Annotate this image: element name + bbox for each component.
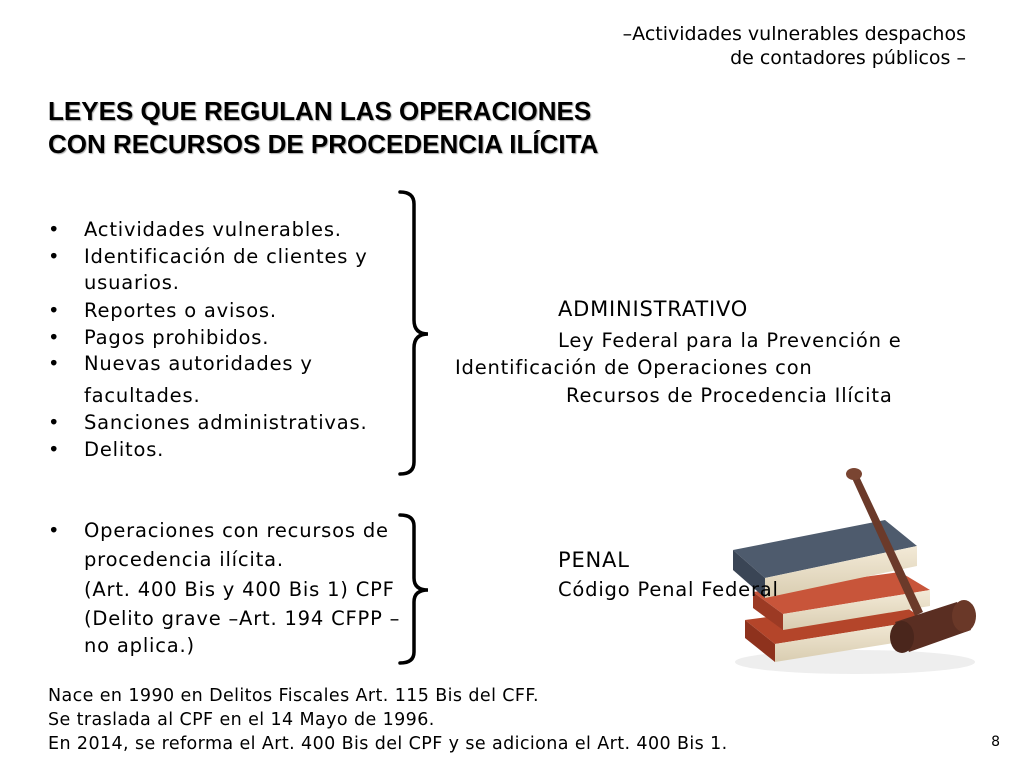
admin-topics-list	[48, 217, 368, 270]
admin-law-line2: Identificación de Operaciones con	[455, 356, 813, 379]
right-brace-icon	[396, 186, 436, 480]
page-number: 8	[991, 734, 1000, 750]
footer-notes	[48, 684, 728, 756]
penal-code: Código Penal Federal	[558, 578, 779, 601]
penal-topics-list	[48, 518, 389, 545]
admin-law-line1: Ley Federal para la Prevención e	[558, 329, 902, 352]
list-item: • Identificación de clientes y	[48, 244, 368, 271]
footer-note-line2: Se traslada al CPF en el 14 Mayo de 1996.	[48, 710, 435, 730]
header-subtitle-line1: –Actividades vulnerables despachos	[622, 23, 966, 45]
penal-line4: (Delito grave –Art. 194 CFPP –	[84, 607, 401, 630]
list-item: • Pagos prohibidos.	[48, 325, 313, 352]
list-item: • Reportes o avisos.	[48, 298, 313, 325]
list-item-continuation: usuarios.	[84, 271, 180, 294]
list-item: • Nuevas autoridades y	[48, 351, 313, 378]
list-item-continuation: facultades.	[84, 384, 201, 407]
admin-law-line3: Recursos de Procedencia Ilícita	[566, 384, 893, 407]
penal-line3: (Art. 400 Bis y 400 Bis 1) CPF	[84, 578, 395, 601]
page-title	[48, 95, 598, 161]
header-subtitle-line2: de contadores públicos –	[730, 47, 966, 69]
admin-topics-list-continued	[48, 298, 313, 378]
penal-line2: procedencia ilícita.	[84, 548, 284, 571]
books-gavel-illustration	[725, 462, 985, 682]
right-brace-icon	[396, 510, 436, 668]
administrativo-heading: ADMINISTRATIVO	[558, 297, 749, 321]
admin-topics-list-end	[48, 410, 367, 463]
footer-note-line1: Nace en 1990 en Delitos Fiscales Art. 115 Bis del CFF.	[48, 686, 540, 706]
list-item: • Delitos.	[48, 437, 367, 464]
page-title-line2: CON RECURSOS DE PROCEDENCIA ILÍCITA	[48, 129, 599, 159]
list-item: • Actividades vulnerables.	[48, 217, 368, 244]
page-title-line1: LEYES QUE REGULAN LAS OPERACIONES	[48, 96, 592, 126]
footer-note-line3: En 2014, se reforma el Art. 400 Bis del CPF y se adiciona el Art. 400 Bis 1.	[48, 734, 728, 754]
penal-heading: PENAL	[558, 548, 630, 572]
list-item: • Sanciones administrativas.	[48, 410, 367, 437]
penal-line5: no aplica.)	[84, 634, 195, 657]
list-item: • Operaciones con recursos de	[48, 518, 389, 545]
